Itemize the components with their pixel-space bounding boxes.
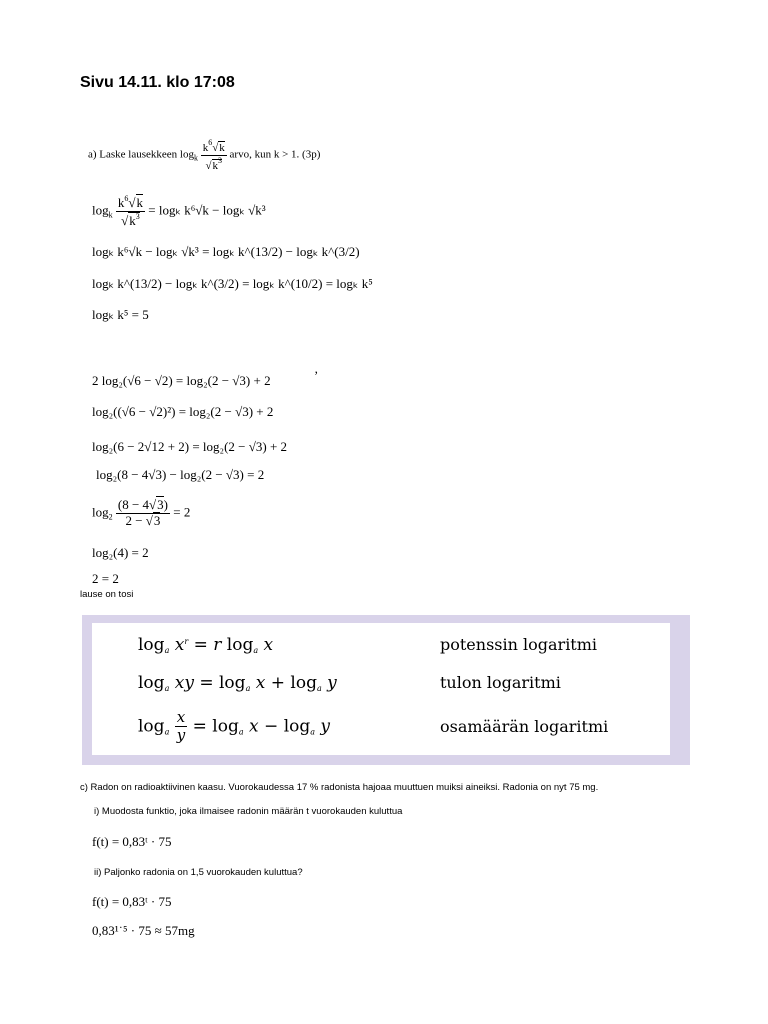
part2-line7: 2 = 2 [92, 571, 119, 586]
task-c-intro: c) Radon on radioaktiivinen kaasu. Vuorokaudessa 17 % radonista hajoaa muuttuen muiksi aineiksi. Radonia on nyt 75 mg. [80, 782, 599, 793]
part2-line2: log₂((√6 − √2)²) = log₂(2 − √3) + 2 [92, 404, 274, 419]
page-title: Sivu 14.11. klo 17:08 [80, 74, 235, 91]
part2-line1: 2 log₂(√6 − √2) = log₂(2 − √3) + 2 [92, 373, 271, 388]
stray-mark: ʼ [314, 368, 319, 383]
rule-product-name: tulon logaritmi [440, 673, 561, 692]
task-c-question-2: ii) Paljonko radonia on 1,5 vuorokauden kuluttua? [94, 867, 303, 878]
task-a-prefix: a) Laske lausekkeen log [88, 148, 194, 161]
conclusion-text: lause on tosi [80, 589, 134, 600]
part1-line2: logₖ k⁶√k − logₖ √k³ = logₖ k^(13/2) − logₖ k^(3/2) [92, 244, 360, 259]
rule-product-formula: $\log_a$ xy = $\log_a x + \log_a y$ [138, 673, 337, 693]
part2-line3: log₂(6 − 2√12 + 2) = log₂(2 − √3) + 2 [92, 439, 288, 454]
logarithm-rules-box [82, 615, 690, 765]
task-a-statement: a) Laske lausekkeen $\log_k$ $\frac{k^6√k}{√k^3}$ arvo, kun k > 1. (3p) [88, 138, 321, 172]
rule-power-formula: $\log_a x^r = r$ $\log_a x$ [138, 635, 274, 655]
task-c-answer-2-line1: f(t) = 0,83ᵗ · 75 [92, 894, 172, 909]
logarithm-rules-inner [92, 623, 670, 755]
rule-power-name: potenssin logaritmi [440, 635, 598, 654]
task-a-suffix: arvo, kun k > 1. (3p) [229, 148, 321, 161]
part2-line6: log₂(4) = 2 [92, 545, 149, 560]
part1-line1: $\log_k$ $\frac{k^6√k}{√k^3}$ = logₖ k⁶√k − logₖ √k³ [92, 194, 266, 228]
part2-line4: log₂(8 − 4√3) − log₂(2 − √3) = 2 [96, 467, 265, 482]
task-a-fraction: $\frac{k^6√k}{√k^3}$ [202, 138, 225, 172]
rule-quotient-name: osamäärän logaritmi [440, 717, 609, 736]
part1-line4: logₖ k⁵ = 5 [92, 307, 149, 322]
part2-line5: $\log_2$ $\frac{(8 - 4√3)}{2 - √3}$ = 2 [92, 497, 191, 528]
task-c-answer-1: f(t) = 0,83ᵗ · 75 [92, 834, 172, 849]
task-c-question-1: i) Muodosta funktio, joka ilmaisee radonin määrän t vuorokauden kuluttua [94, 806, 403, 817]
task-c-answer-2-line2: 0,83¹˙⁵ · 75 ≈ 57mg [92, 923, 195, 938]
rule-quotient-formula: $\log_a$ $\frac{x}{y}$ = $\log_a x - \log_a y$ [138, 708, 331, 745]
part1-line3: logₖ k^(13/2) − logₖ k^(3/2) = logₖ k^(10/2) = logₖ k⁵ [92, 276, 373, 291]
